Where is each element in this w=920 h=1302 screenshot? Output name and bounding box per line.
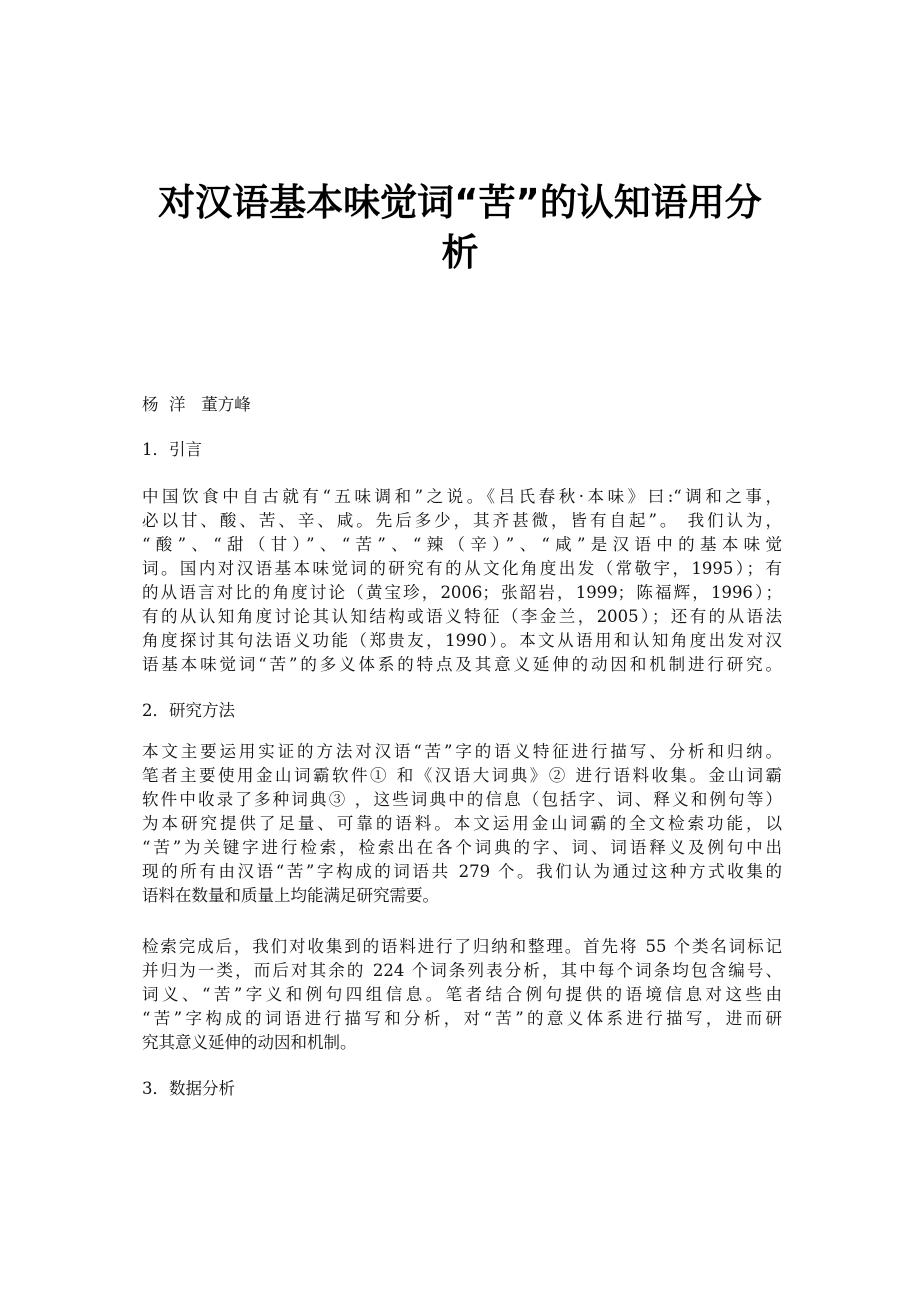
text-line: 词义、“苦”字义和例句四组信息。笔者结合例句提供的语境信息对这些由 (142, 985, 782, 1004)
text-line: 现的所有由汉语“苦”字构成的词语共 279 个。我们认为通过这种方式收集的 (142, 862, 782, 881)
section-heading-data: 3．数据分析 (142, 1079, 235, 1098)
text-line: 为本研究提供了足量、可靠的语料。本文运用金山词霸的全文检索功能，以 (142, 814, 782, 833)
text-line: 究其意义延伸的动因和机制。 (142, 1033, 357, 1052)
text-line: 必以甘、酸、苦、辛、咸。先后多少，其齐甚微，皆有自起”。 我们认为， (142, 511, 782, 530)
text-line: “酸”、“甜（甘）”、“苦”、“辣（辛）”、“咸”是汉语中的基本味觉 (142, 535, 782, 554)
section-heading-methods: 2．研究方法 (142, 701, 235, 720)
paper-title (100, 178, 820, 278)
text-line: “苦”字构成的词语进行描写和分析，对“苦”的意义体系进行描写，进而研 (142, 1009, 782, 1028)
text-line: 并归为一类，而后对其余的 224 个词条列表分析，其中每个词条均包含编号、 (142, 961, 782, 980)
section-heading-intro: 1．引言 (142, 440, 202, 459)
text-line: 本文主要运用实证的方法对汉语“苦”字的语义特征进行描写、分析和归纳。 (142, 742, 782, 761)
text-line: 笔者主要使用金山词霸软件① 和《汉语大词典》② 进行语料收集。金山词霸 (142, 766, 782, 785)
authors: 杨 洋 董方峰 (142, 395, 251, 414)
text-line: 检索完成后，我们对收集到的语料进行了归纳和整理。首先将 55 个类名词标记 (142, 937, 782, 956)
text-line: 软件中收录了多种词典③ ，这些词典中的信息（包括字、词、释义和例句等） (142, 790, 782, 809)
text-line: “苦”为关键字进行检索，检索出在各个词典的字、词、词语释义及例句中出 (142, 838, 782, 857)
text-line: 有的从认知角度讨论其认知结构或语义特征（李金兰，2005）；还有的从语法 (142, 607, 782, 626)
text-line: 词。国内对汉语基本味觉词的研究有的从文化角度出发（常敬宇，1995）；有 (142, 559, 782, 578)
paragraph-intro (142, 485, 782, 677)
text-line: 的从语言对比的角度讨论（黄宝珍，2006；张韶岩，1999；陈福辉，1996）； (142, 583, 782, 602)
text-line: 角度探讨其句法语义功能（郑贵友，1990）。本文从语用和认知角度出发对汉 (142, 631, 782, 650)
text-line: 语料在数量和质量上均能满足研究需要。 (142, 886, 439, 905)
text-line: 中国饮食中自古就有“五味调和”之说。《吕氏春秋·本味》曰:“调和之事， (142, 487, 782, 506)
text-line: 语基本味觉词“苦”的多义体系的特点及其意义延伸的动因和机制进行研究。 (142, 655, 782, 674)
title-line: 析 (441, 231, 479, 274)
paragraph-methods-1 (142, 740, 782, 908)
paragraph-methods-2 (142, 935, 782, 1055)
title-line: 对汉语基本味觉词“苦”的认知语用分 (158, 181, 762, 224)
